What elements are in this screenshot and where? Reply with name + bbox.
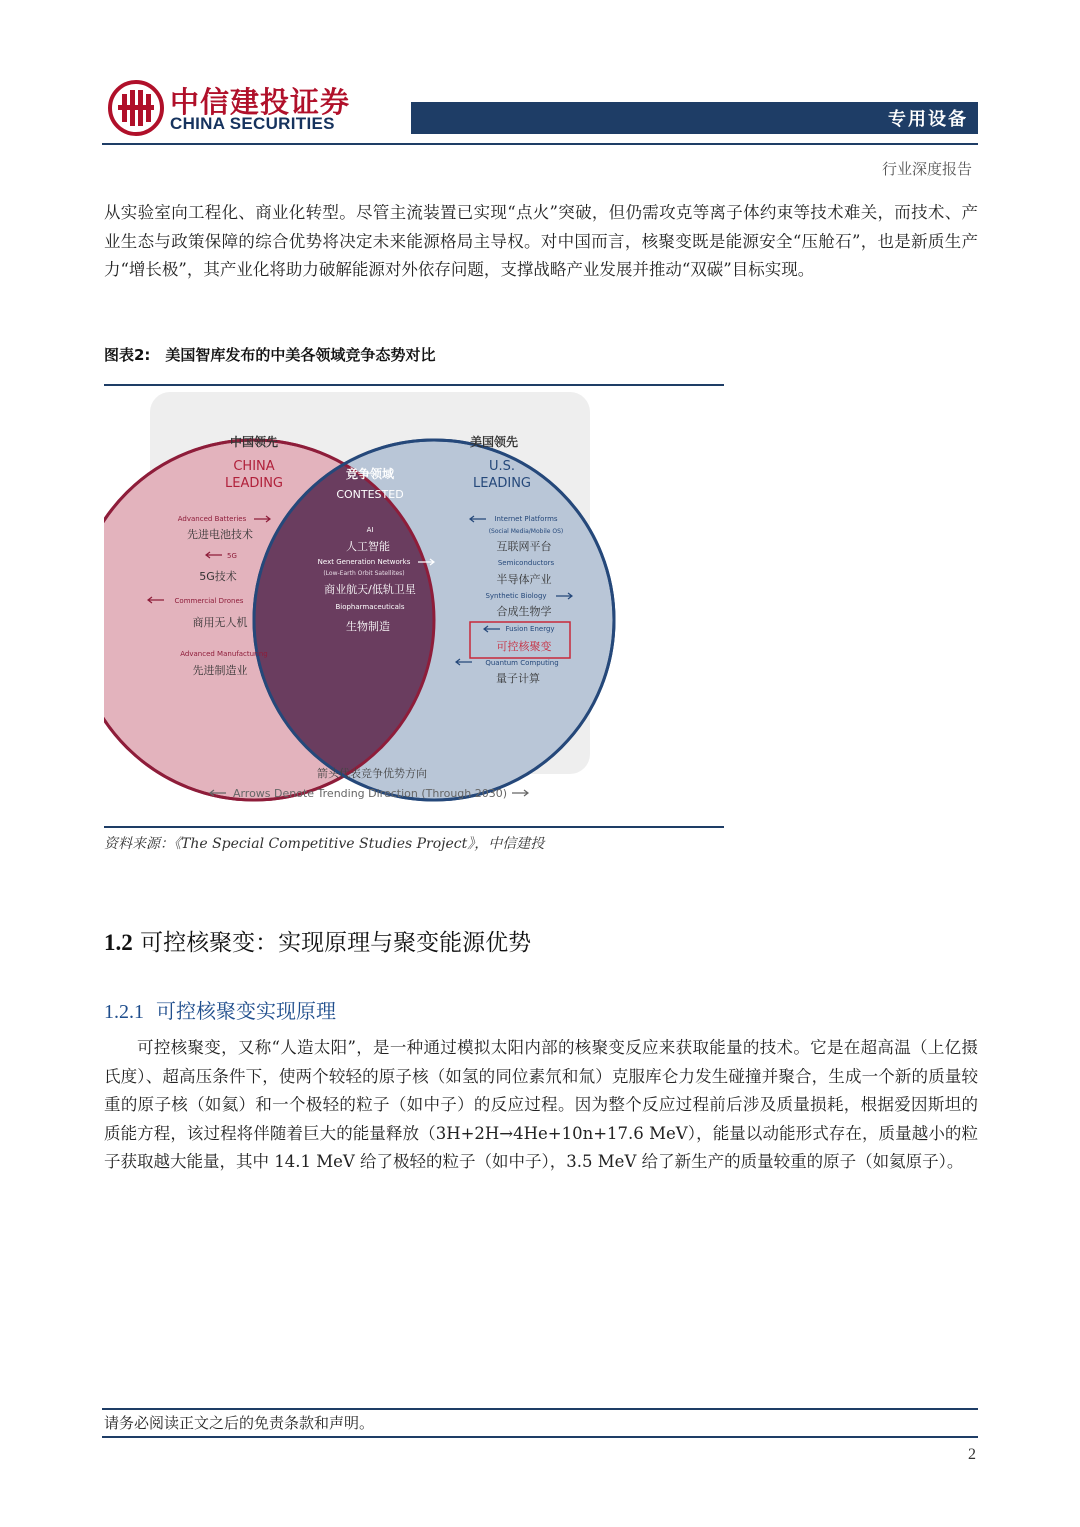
contested-item-en: Biopharmaceuticals: [335, 603, 405, 611]
disclaimer: 请务必阅读正文之后的免责条款和声明。: [104, 1414, 375, 1432]
us-item-en: Semiconductors: [497, 559, 555, 567]
china-item-cn: 先进电池技术: [187, 528, 253, 541]
footer-rule-top: [102, 1408, 978, 1410]
us-title-en-2: LEADING: [473, 476, 531, 491]
us-item-cn: 合成生物学: [496, 605, 552, 618]
contested-item-cn: 人工智能: [346, 540, 390, 553]
china-item-en: 5G: [227, 552, 237, 560]
contested-item-en-sub: (Low-Earth Orbit Satellites): [323, 570, 405, 577]
us-item-en: Synthetic Biology: [485, 592, 547, 600]
china-item-cn: 先进制造业: [192, 664, 248, 677]
figure-bottom-rule: [104, 826, 724, 828]
section-title: 可控核聚变：实现原理与聚变能源优势: [140, 930, 532, 956]
venn-diagram: [104, 388, 724, 808]
page-number: 2: [968, 1446, 976, 1463]
contested-title-cn: 竞争领域: [345, 467, 395, 481]
us-item-cn-highlight: 可控核聚变: [496, 640, 552, 653]
arrow-right-icon: [512, 790, 528, 796]
us-item-cn: 半导体产业: [496, 573, 552, 586]
us-item-cn: 互联网平台: [496, 540, 552, 553]
us-item-en: Quantum Computing: [485, 659, 559, 667]
report-type: 行业深度报告: [881, 160, 972, 178]
contested-item-cn: 生物制造: [346, 620, 390, 633]
footer-rule-bottom: [102, 1436, 978, 1438]
us-item-en: Fusion Energy: [505, 625, 555, 633]
china-item-cn: 5G技术: [199, 570, 237, 583]
us-title-en-1: U.S.: [488, 459, 516, 474]
section-number: 1.2: [104, 930, 133, 955]
us-item-en: Internet Platforms: [494, 515, 558, 523]
subsection-number: 1.2.1: [104, 1001, 144, 1023]
header-divider: [102, 143, 978, 145]
china-title-cn: 中国领先: [229, 435, 279, 449]
contested-item-en: AI: [366, 526, 374, 534]
brand-name-en: CHINA SECURITIES: [170, 114, 335, 133]
intro-paragraph: 从实验室向工程化、商业化转型。尽管主流装置已实现“点火”突破，但仍需攻克等离子体约束等技术难关，而技术、产业生态与政策保障的综合优势将决定未来能源格局主导权。对中国而言，核聚变既是能源安全“压舱石”，也是新质生产力“增长极”，其产业化将助力破解能源对外依存问题，支撑战略产业发展并推动“双碳”目标实现。: [104, 203, 978, 279]
china-item-cn: 商用无人机: [192, 616, 248, 629]
brand-name-cn: 中信建投证券: [170, 85, 351, 119]
china-title-en-2: LEADING: [225, 476, 283, 491]
section-heading: [104, 924, 531, 957]
citic-logo-icon: [108, 80, 164, 136]
contested-item-en: Next Generation Networks: [317, 558, 411, 566]
subsection-title: 可控核聚变实现原理: [156, 999, 336, 1023]
subsection-heading: [104, 995, 336, 1024]
china-title-en-1: CHINA: [233, 459, 275, 474]
china-item-en: Advanced Manufacturing: [180, 650, 268, 658]
us-item-cn: 量子计算: [496, 672, 540, 685]
figure-top-rule: [104, 384, 724, 386]
figure-title: 图表2: 美国智库发布的中美各领域竞争态势对比: [104, 346, 436, 364]
body-paragraph: 可控核聚变，又称“人造太阳”，是一种通过模拟太阳内部的核聚变反应来获取能量的技术。它是在超高温（上亿摄氏度）、超高压条件下，使两个较轻的原子核（如氢的同位素氘和氚）克服库仑力发生碰撞并聚合，生成一个新的质量较重的原子核（如氦）和一个极轻的粒子（如中子）的反应过程。因为整个反应过程前后涉及质量损耗，根据爱因斯坦的质能方程，该过程将伴随着巨大的能量释放（3H+2H→4He+10n+17.6 MeV），能量以动能形式存在，质量越小的粒子获取越大能量，其中 14.1 MeV 给了极轻的粒子（如中子），3.5 MeV 给了新生产的质量较重的原子（如氦原子）。: [104, 1038, 978, 1171]
contested-title-en: CONTESTED: [336, 488, 404, 501]
figure-source: 资料来源：《The Special Competitive Studies Project》，中信建投: [104, 836, 545, 852]
us-title-cn: 美国领先: [469, 435, 519, 449]
us-item-en-sub: (Social Media/Mobile OS): [488, 528, 564, 535]
china-item-en: Commercial Drones: [174, 597, 244, 605]
legend-cn: 箭头代表竞争优势方向: [317, 767, 427, 780]
legend-en: Arrows Denote Trending Direction (Through 2030): [232, 787, 508, 800]
sector-tag: 专用设备: [888, 109, 968, 130]
contested-item-cn: 商业航天/低轨卫星: [324, 583, 416, 596]
china-item-en: Advanced Batteries: [177, 515, 247, 523]
